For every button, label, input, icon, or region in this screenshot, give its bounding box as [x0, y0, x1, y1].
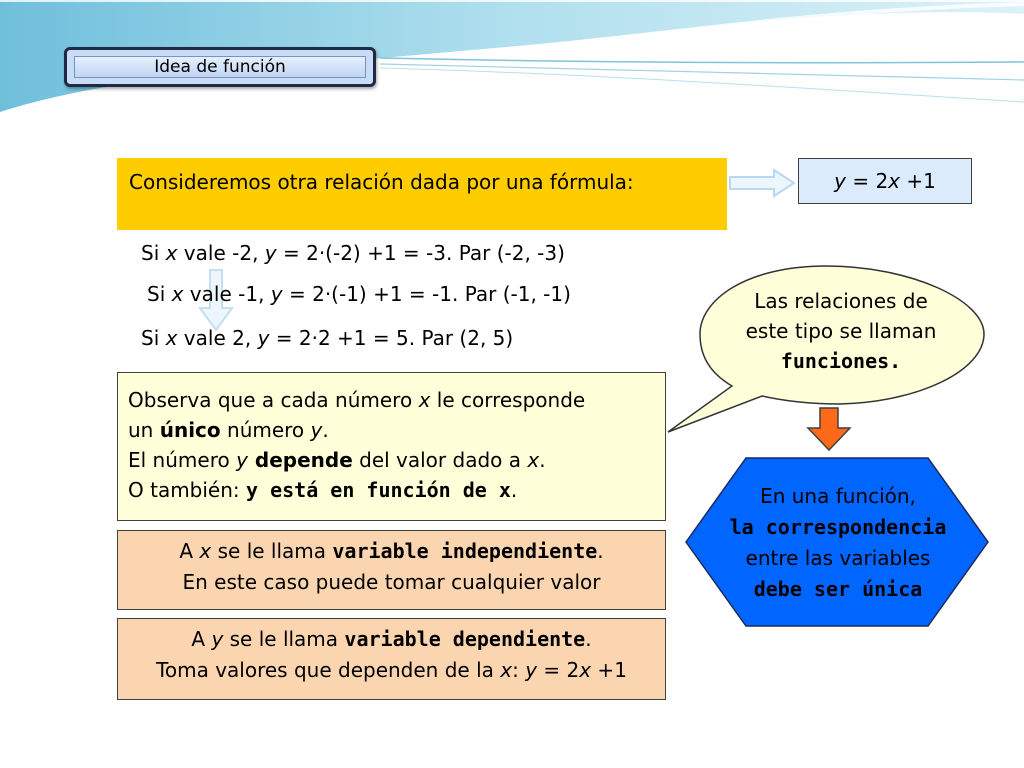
obs-l4c: .	[510, 478, 518, 502]
conclusion-bold-2: debe ser única	[753, 577, 923, 601]
independent-line-1	[118, 536, 665, 567]
obs-l2a: un	[128, 418, 160, 442]
conclusion-bold-1: la correspondencia	[729, 515, 947, 539]
dep-l2x: x	[500, 658, 513, 682]
ind-a: A	[179, 539, 200, 563]
obs-l1x: x	[418, 388, 431, 412]
conclusion-text	[706, 481, 970, 605]
independent-line-2: En este caso puede tomar cualquier valor	[182, 570, 601, 594]
intro-box: Consideremos otra relación dada por una fórmula:	[117, 158, 727, 230]
dep-y: y	[211, 627, 224, 651]
obs-l3y: y	[236, 448, 248, 472]
dep-b: se le llama	[223, 627, 345, 651]
obs-l3a: El número	[128, 448, 237, 472]
example-2-post: = 2·(-1) +1 = -1. Par (-1, -1)	[282, 282, 571, 306]
example-2-y: y	[270, 282, 283, 306]
right-arrow-icon	[728, 168, 796, 198]
example-2-pre: Si	[147, 282, 172, 306]
observation-box	[117, 372, 666, 521]
example-1-post: = 2·(-2) +1 = -3. Par (-2, -3)	[276, 241, 565, 265]
example-line-2	[147, 282, 571, 306]
dependent-variable-box	[117, 618, 666, 700]
example-line-1	[141, 241, 565, 265]
example-3-pre: Si	[141, 326, 166, 350]
conclusion-line-3: entre las variables	[745, 546, 931, 570]
obs-l1a: Observa que a cada número	[128, 388, 419, 412]
formula-eq: = 2	[845, 169, 889, 193]
dep-l2a: Toma valores que dependen de la	[156, 658, 501, 682]
ind-b: se le llama	[211, 539, 333, 563]
example-line-3	[141, 326, 513, 350]
observation-line-1	[128, 385, 655, 415]
dep-l2d: +1	[591, 658, 627, 682]
obs-l4b: y está en función de x	[246, 478, 511, 502]
obs-l1b: le corresponde	[430, 388, 586, 412]
example-2-mid: vale -1,	[183, 282, 271, 306]
dep-l2b: :	[512, 658, 526, 682]
dep-l2y: y	[525, 658, 538, 682]
independent-variable-box	[117, 530, 666, 610]
ind-x: x	[199, 539, 212, 563]
example-3-x: x	[165, 326, 178, 350]
obs-l4a: O también:	[128, 478, 247, 502]
dep-a: A	[191, 627, 212, 651]
ind-c: .	[597, 539, 604, 563]
example-1-y: y	[264, 241, 277, 265]
dependent-line-2	[118, 655, 665, 686]
callout-line-1: Las relaciones de	[754, 289, 928, 313]
page-title: Idea de función	[154, 57, 286, 77]
example-3-post: = 2·2 +1 = 5. Par (2, 5)	[269, 326, 514, 350]
formula-box	[798, 158, 972, 204]
example-3-mid: vale 2,	[177, 326, 258, 350]
formula-rest: +1	[900, 169, 936, 193]
formula-y: y	[834, 169, 846, 193]
obs-l3x: x	[527, 448, 540, 472]
observation-line-4	[128, 475, 655, 505]
dep-l2c: = 2	[537, 658, 580, 682]
dep-c: .	[585, 627, 592, 651]
obs-l2c: número	[220, 418, 311, 442]
obs-l2b: único	[159, 418, 221, 442]
title-tab	[64, 47, 376, 87]
example-1-x: x	[165, 241, 178, 265]
conclusion-line-1: En una función,	[760, 484, 916, 508]
observation-line-3	[128, 445, 655, 475]
obs-l3d: .	[539, 448, 546, 472]
callout-bold: funciones.	[780, 349, 902, 373]
example-3-y: y	[257, 326, 270, 350]
dependent-line-1	[118, 624, 665, 655]
example-1-pre: Si	[141, 241, 166, 265]
observation-line-2	[128, 415, 655, 445]
example-1-mid: vale -2,	[177, 241, 265, 265]
obs-l3b: depende	[247, 448, 353, 472]
dep-l2x2: x	[579, 658, 592, 682]
callout-line-2: este tipo se llaman	[745, 319, 937, 343]
formula-x: x	[888, 169, 901, 193]
obs-l2y: y	[310, 418, 323, 442]
orange-down-arrow-icon	[806, 406, 852, 452]
obs-l2d: .	[322, 418, 329, 442]
ind-bold: variable independiente	[332, 539, 598, 563]
obs-l3c: del valor dado a	[352, 448, 528, 472]
dep-bold: variable dependiente	[344, 627, 586, 651]
example-2-x: x	[171, 282, 184, 306]
callout-text	[716, 286, 966, 376]
